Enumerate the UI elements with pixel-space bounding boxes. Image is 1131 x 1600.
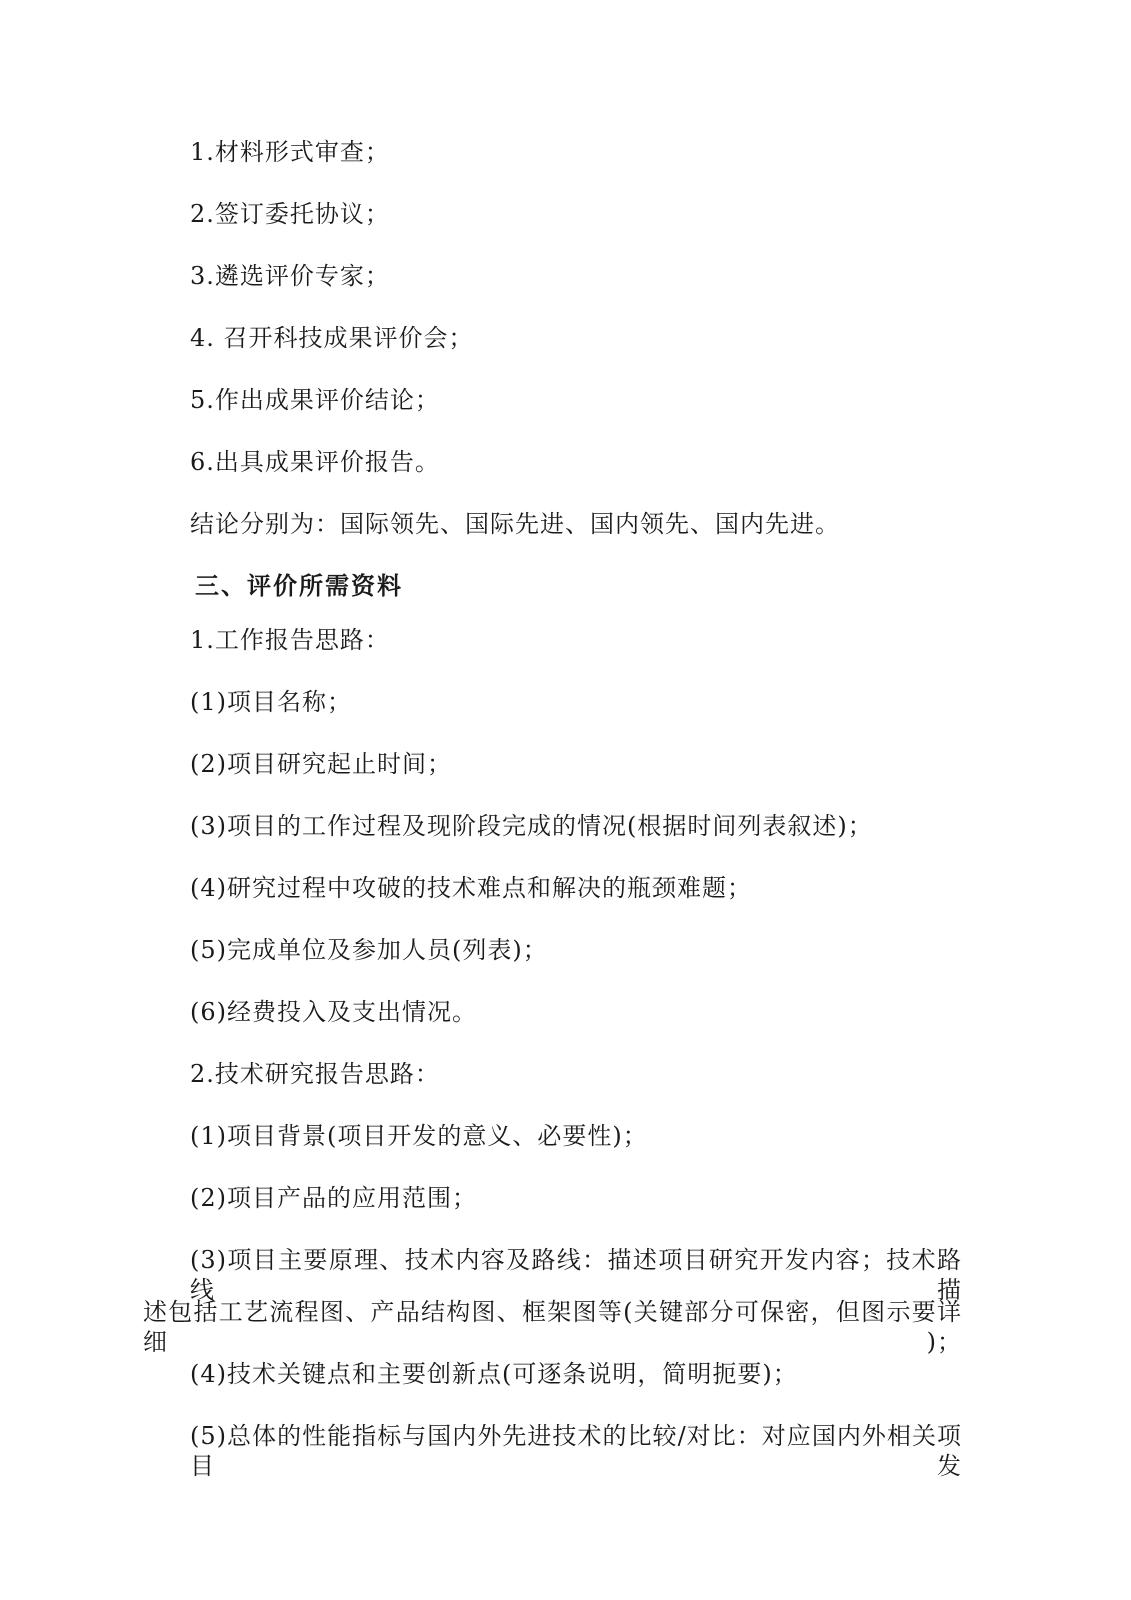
work-report-item-2: (2)项目研究起止时间；: [190, 750, 452, 778]
tech-report-item-3-line-2: 述包括工艺流程图、产品结构图、框架图等(关键部分可保密，但图示要详细)；: [143, 1298, 962, 1356]
process-step-1: 1.材料形式审查；: [190, 138, 390, 166]
tech-report-item-1: (1)项目背景(项目开发的意义、必要性)；: [190, 1122, 648, 1150]
work-report-item-5: (5)完成单位及参加人员(列表)；: [190, 936, 548, 964]
work-report-title: 1.工作报告思路：: [190, 626, 390, 654]
conclusion-levels: 结论分别为：国际领先、国际先进、国内领先、国内先进。: [190, 510, 840, 538]
work-report-item-1: (1)项目名称；: [190, 688, 352, 716]
tech-report-item-4: (4)技术关键点和主要创新点(可逐条说明，简明扼要)；: [190, 1360, 798, 1388]
process-step-5: 5.作出成果评价结论；: [190, 386, 440, 414]
work-report-item-6: (6)经费投入及支出情况。: [190, 998, 477, 1026]
process-step-4: 4. 召开科技成果评价会；: [190, 324, 474, 352]
tech-report-item-5: (5)总体的性能指标与国内外先进技术的比较/对比：对应国内外相关项目发: [190, 1422, 962, 1480]
work-report-item-3: (3)项目的工作过程及现阶段完成的情况(根据时间列表叙述)；: [190, 812, 873, 840]
work-report-item-4: (4)研究过程中攻破的技术难点和解决的瓶颈难题；: [190, 874, 752, 902]
process-step-3: 3.遴选评价专家；: [190, 262, 390, 290]
process-step-6: 6.出具成果评价报告。: [190, 448, 440, 476]
tech-report-item-3-line-1: (3)项目主要原理、技术内容及路线：描述项目研究开发内容；技术路线描: [190, 1246, 962, 1304]
process-step-2: 2.签订委托协议；: [190, 200, 390, 228]
tech-report-title: 2.技术研究报告思路：: [190, 1060, 440, 1088]
section-heading: 三、评价所需资料: [195, 571, 403, 600]
tech-report-item-2: (2)项目产品的应用范围；: [190, 1184, 477, 1212]
